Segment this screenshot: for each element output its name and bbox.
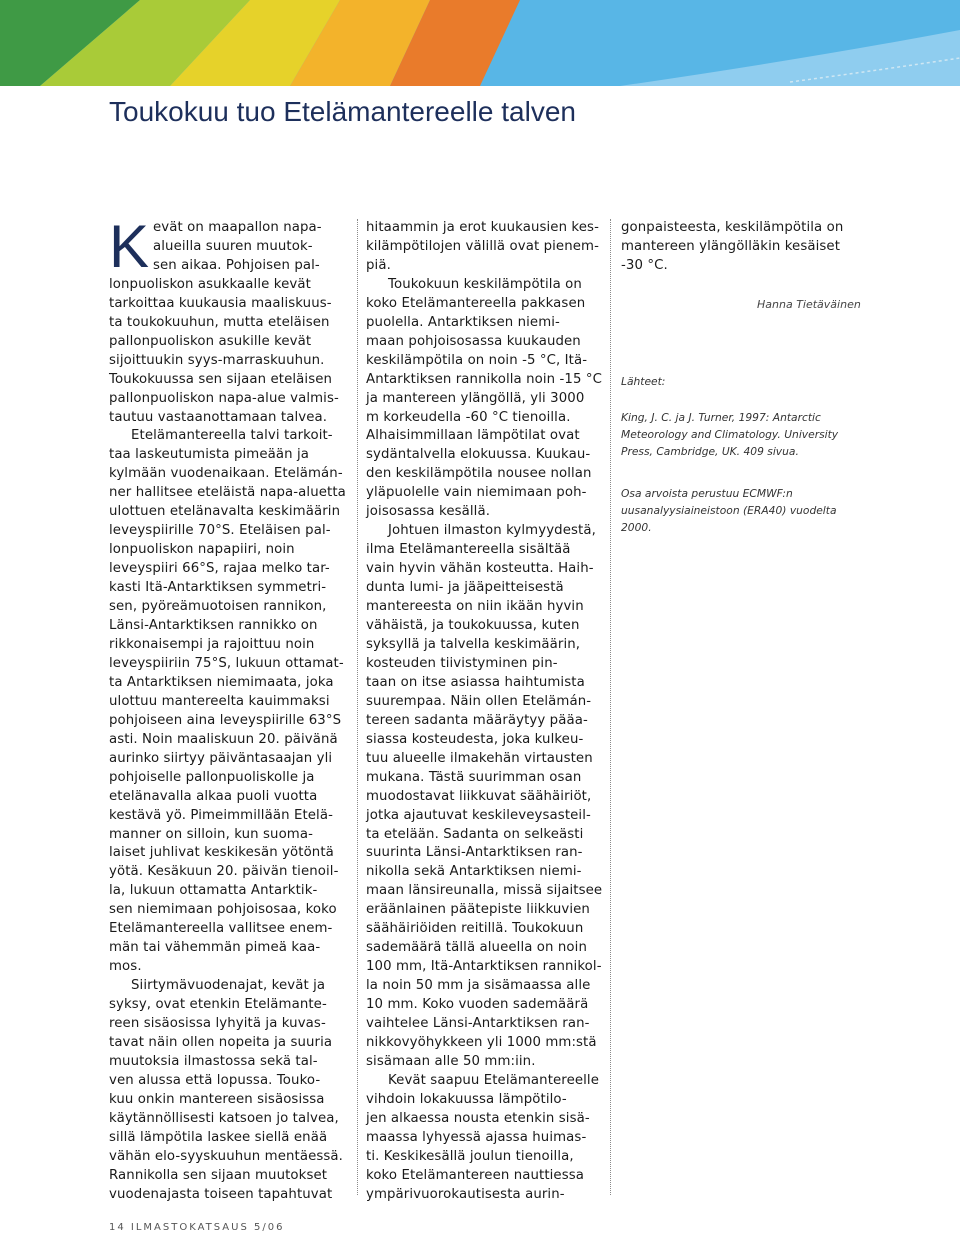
text-line: vihdoin lokakuussa lämpötilo- (366, 1091, 567, 1107)
text-line: lonpuoliskon napapiiri, noin (109, 542, 295, 558)
text-line: koko Etelämantereella pakkasen (366, 295, 586, 311)
source-line: Osa arvoista perustuu ECMWF:n (621, 487, 793, 500)
text-line: ta etelään. Sadanta on selkeästi (366, 826, 584, 842)
source-2 (621, 485, 837, 536)
text-line: asti. Noin maaliskuun 20. päivänä (109, 731, 338, 747)
text-line: jotka ajautuvat keskileveysasteil- (366, 807, 591, 823)
text-line: tautuu vastaanottamaan talvea. (109, 409, 328, 425)
text-line: Etelämantereella talvi tarkoit- (131, 428, 333, 444)
text-line: mukana. Tästä suurimman osan (366, 769, 582, 785)
text-line: yläpuolelle vain niemimaan poh- (366, 485, 587, 501)
text-line: sen niemimaan pohjoisosaa, koko (109, 902, 337, 918)
text-line: koko Etelämantereen nauttiessa (366, 1167, 585, 1183)
text-line: m korkeudella -60 °C tienoilla. (366, 409, 571, 425)
text-line: pohjoiseen aina leveyspiirille 63°S (109, 712, 342, 728)
text-line: suurempaa. Näin ollen Etelämán- (366, 693, 592, 709)
text-line: vähän elo-syyskuuhun mentäessä. (109, 1148, 343, 1164)
source-line: Press, Cambridge, UK. 409 sivua. (621, 445, 799, 458)
text-line: joisosassa kesällä. (366, 504, 491, 520)
text-line: mos. (109, 959, 142, 975)
text-line: maan pohjoisosassa kuukauden (366, 333, 581, 349)
author-signature: Hanna Tietäväinen (757, 298, 861, 311)
text-line: yötä. Kesäkuun 20. päivän tienoil- (109, 864, 339, 880)
text-line: ti. Keskikesällä joulun tienoilla, (366, 1148, 574, 1164)
text-line: tereen sadanta määräytyy pääa- (366, 712, 588, 728)
text-line: ta Antarktiksen niemimaata, joka (109, 674, 334, 690)
text-line: kuu onkin mantereen sisäosissa (109, 1091, 325, 1107)
text-line: etelänavalla alkaa puoli vuotta (109, 788, 318, 804)
column-divider-1 (357, 219, 358, 1195)
text-line: sademäärä tällä alueella on noin (366, 940, 587, 956)
text-line: Toukokuun keskilämpötila on (388, 276, 582, 292)
text-line: puolella. Antarktiksen niemi- (366, 314, 560, 330)
text-line: pallonpuoliskon asukille kevät (109, 333, 312, 349)
source-line: uusanalyysiaineistoon (ERA40) vuodelta (621, 504, 837, 517)
text-line: Etelämantereella vallitsee enem- (109, 921, 333, 937)
text-line: kylmään vuodenaikaan. Etelämán- (109, 466, 343, 482)
text-line: la noin 50 mm ja sisämaassa alle (366, 978, 591, 994)
text-line: piä. (366, 257, 391, 273)
text-line: kosteuden tiivistyminen pin- (366, 655, 558, 671)
drop-cap: K (109, 213, 150, 280)
text-line: manner on silloin, kun suoma- (109, 826, 314, 842)
text-line: kilämpötilojen välillä ovat pienem- (366, 238, 599, 254)
text-line: vähäistä, ja toukokuussa, kuten (366, 618, 580, 634)
text-line: kestävä yö. Pimeimmillään Etelä- (109, 807, 333, 823)
text-line: gonpaisteesta, keskilämpötila on (621, 220, 844, 235)
text-line: lonpuoliskon asukkaalle kevät (109, 276, 311, 292)
text-line: ulottuen etelänavalta keskimäärin (109, 504, 341, 520)
text-line: sisämaan alle 50 mm:iin. (366, 1053, 536, 1069)
source-line: King, J. C. ja J. Turner, 1997: Antarctic (621, 411, 821, 424)
text-line: syksy, ovat etenkin Etelämante- (109, 997, 327, 1013)
text-line: jen alkaessa nousta etenkin sisä- (366, 1110, 590, 1126)
text-line: sydäntalvella elokuussa. Kuukau- (366, 447, 591, 463)
text-line: ta toukokuuhun, mutta eteläisen (109, 314, 330, 330)
text-line: nikkovyöhykkeen yli 1000 mm:stä (366, 1034, 597, 1050)
text-line: mantereesta on niin ikään hyvin (366, 599, 584, 615)
text-line: tavat näin ollen nopeita ja suuria (109, 1034, 333, 1050)
text-line: la, lukuun ottamatta Antarktik- (109, 883, 318, 899)
text-line: leveyspiiriin 75°S, lukuun ottamat- (109, 655, 344, 671)
text-line: maan länsireunalla, missä sijaitsee (366, 883, 603, 899)
text-line: eräänlainen päätepiste liikkuvien (366, 902, 590, 918)
text-line: leveyspiiri 66°S, rajaa melko tar- (109, 561, 330, 577)
text-line: maassa lyhyessä ajassa huimas- (366, 1129, 587, 1145)
sources-heading: Lähteet: (621, 375, 666, 388)
text-line: ulottuu mantereelta kauimmaksi (109, 693, 330, 709)
text-line: suurinta Länsi-Antarktiksen ran- (366, 845, 583, 861)
article-title: Toukokuu tuo Etelämantereelle talven (109, 96, 576, 127)
text-line: taan on itse asiassa haihtumista (366, 674, 585, 690)
source-1 (621, 409, 838, 460)
column-3 (621, 219, 871, 276)
text-line: ympärivuorokautisesta aurin- (366, 1186, 565, 1202)
text-line: muodostavat liikkuvat säähäiriöt, (366, 788, 592, 804)
text-line: Rannikolla sen sijaan muutokset (109, 1167, 328, 1183)
text-line: alueilla suuren muutok- (153, 238, 313, 254)
text-line: syksyllä ja talvella keskimäärin, (366, 636, 581, 652)
text-line: Länsi-Antarktiksen rannikko on (109, 618, 318, 634)
text-line: tuu alueelle ilmakehän virtausten (366, 750, 593, 766)
text-line: taa laskeutumista pimeään ja (109, 447, 310, 463)
text-line: mantereen ylängölläkin kesäiset (621, 238, 841, 254)
text-line: män tai vähemmän pimeä kaa- (109, 940, 321, 956)
text-line: den keskilämpötila nousee nollan (366, 466, 592, 482)
text-line: ilma Etelämantereella sisältää (366, 542, 571, 558)
text-line: säähäiriöiden reitillä. Toukokuun (366, 921, 584, 937)
text-line: Johtuen ilmaston kylmyydestä, (388, 523, 596, 539)
text-line: sijoittuukin syys-marraskuuhun. (109, 352, 325, 368)
text-line: 100 mm, Itä-Antarktiksen rannikol- (366, 959, 602, 975)
text-line: kasti Itä-Antarktiksen symmetri- (109, 580, 327, 596)
text-line: Toukokuussa sen sijaan eteläisen (109, 371, 333, 387)
text-line: pohjoiselle pallonpuoliskolle ja (109, 769, 315, 785)
column-1 (109, 213, 354, 1205)
text-line: leveyspiirille 70°S. Eteläisen pal- (109, 523, 331, 539)
text-line: ven alussa että lopussa. Touko- (109, 1072, 321, 1088)
text-line: pallonpuoliskon napa-alue valmis- (109, 390, 339, 406)
source-line: 2000. (621, 521, 652, 534)
column-2 (366, 219, 602, 1205)
text-line: keskilämpötila on noin -5 °C, Itä- (366, 352, 588, 368)
text-line: muutoksia ilmastossa sekä tal- (109, 1053, 318, 1069)
text-line: aurinko siirtyy päiväntasaajan yli (109, 750, 333, 766)
text-line: vain hyvin vähän kosteutta. Haih- (366, 561, 594, 577)
text-line: ja mantereen ylängöllä, yli 3000 (366, 390, 585, 406)
text-line: -30 °C. (621, 257, 668, 273)
text-line: nikolla sekä Antarktiksen niemi- (366, 864, 582, 880)
text-line: sillä lämpötila laskee siellä enää (109, 1129, 328, 1145)
text-line: Alhaisimmillaan lämpötilat ovat (366, 428, 580, 444)
text-line: ner hallitsee eteläistä napa-aluetta (109, 485, 346, 501)
text-line: vaihtelee Länsi-Antarktiksen ran- (366, 1016, 590, 1032)
text-line: Antarktiksen rannikolla noin -15 °C (366, 371, 603, 387)
page-footer: 14 ILMASTOKATSAUS 5/06 (109, 1222, 285, 1233)
text-line: rikkonaisempi ja rajoittuu noin (109, 636, 315, 652)
text-line: sen, pyöreämuotoisen rannikon, (109, 599, 327, 615)
text-line: hitaammin ja erot kuukausien kes- (366, 220, 599, 235)
text-line: reen sisäosissa lyhyitä ja kuvas- (109, 1016, 326, 1032)
text-line: dunta lumi- ja jääpeitteisestä (366, 580, 564, 596)
text-line: käytännöllisesti katsoen jo talvea, (109, 1110, 339, 1126)
text-line: laiset juhlivat keskikesän yötöntä (109, 845, 334, 861)
text-line: vuodenajasta toiseen tapahtuvat (109, 1186, 333, 1202)
text-line: Kevät saapuu Etelämantereelle (388, 1072, 600, 1088)
color-banner (0, 0, 960, 86)
source-line: Meteorology and Climatology. University (621, 428, 839, 441)
text-line: Siirtymävuodenajat, kevät ja (131, 978, 326, 994)
text-line: evät on maapallon napa- (153, 220, 322, 235)
text-line: 10 mm. Koko vuoden sademäärä (366, 997, 589, 1013)
text-line: siassa kosteudesta, joka kulkeu- (366, 731, 584, 747)
column-divider-2 (610, 219, 611, 1195)
text-line: sen aikaa. Pohjoisen pal- (153, 257, 320, 273)
text-line: tarkoittaa kuukausia maaliskuus- (109, 295, 332, 311)
